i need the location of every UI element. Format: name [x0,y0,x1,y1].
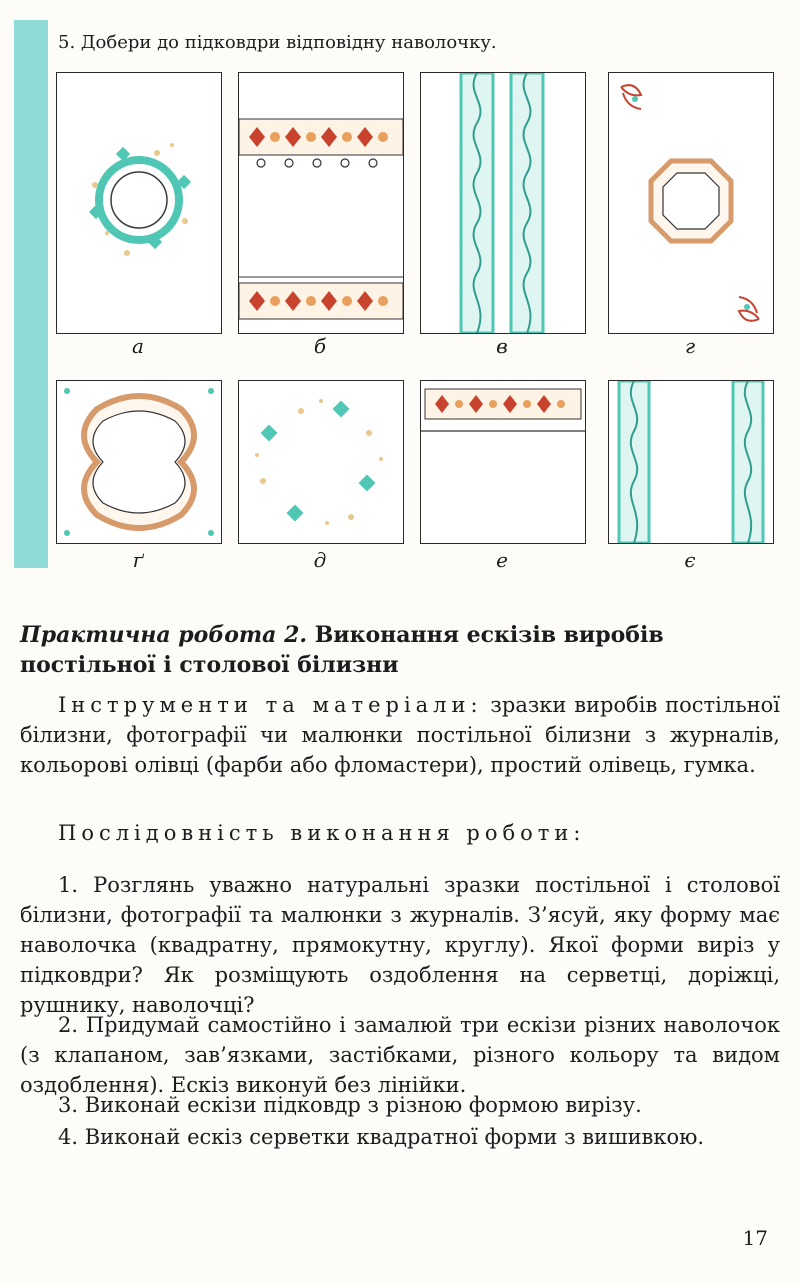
caption-e: е [496,548,508,572]
panel-d [238,380,404,544]
section-heading [20,620,780,680]
caption-ye: є [684,548,696,572]
materials-label: Інструменти та матеріали: [58,693,483,717]
caption-a: а [132,334,144,358]
caption-d: д [313,548,327,572]
materials-paragraph [20,690,780,780]
section-title: Виконання ескізів виробів постільної і столової білизни [20,622,664,678]
task-heading: 5. Добери до підковдри відповідну наволочку. [58,32,497,53]
panel-a [56,72,222,334]
section-label: Практична робота 2. [20,622,308,648]
step-1: 1. Розглянь уважно натуральні зразки постільної і столової білизни, фотографії та малюнки з журналів. З’ясуй, яку форму має наволочка (квадратну, прямокутну, круглу). Якої форми виріз у підковдри? Як розміщують оздоблення на серветці, доріжці, рушнику, наволочці? [20,873,780,1017]
step-3: 3. Виконай ескізи підковдр з різною формою вирізу. [58,1093,642,1117]
caption-b: б [313,334,327,358]
step-2: 2. Придумай самостійно і замалюй три ескізи різних наволочок (з клапаном, зав’язками, застібками, різного кольору та видом оздоблення). Ескіз виконуй без лінійки. [20,1013,780,1097]
panel-b [238,72,404,334]
panel-g [608,72,774,334]
panel-v [420,72,586,334]
panel-e [420,380,586,544]
panel-ge [56,380,222,544]
panel-ye [608,380,774,544]
caption-g: г [684,334,696,358]
side-accent-bar [14,20,48,568]
caption-v: в [496,334,508,358]
page-number: 17 [742,1226,768,1250]
caption-ge: ґ [132,548,144,572]
sequence-title: Послідовність виконання роботи: [58,821,586,845]
materials-text: зразки виробів постільної білизни, фотографії чи малюнки постільної білизни з журналів, кольорові олівці (фарби або фломастери), простий олівець, гумка. [20,693,780,777]
step-4: 4. Виконай ескіз серветки квадратної форми з вишивкою. [58,1125,705,1149]
